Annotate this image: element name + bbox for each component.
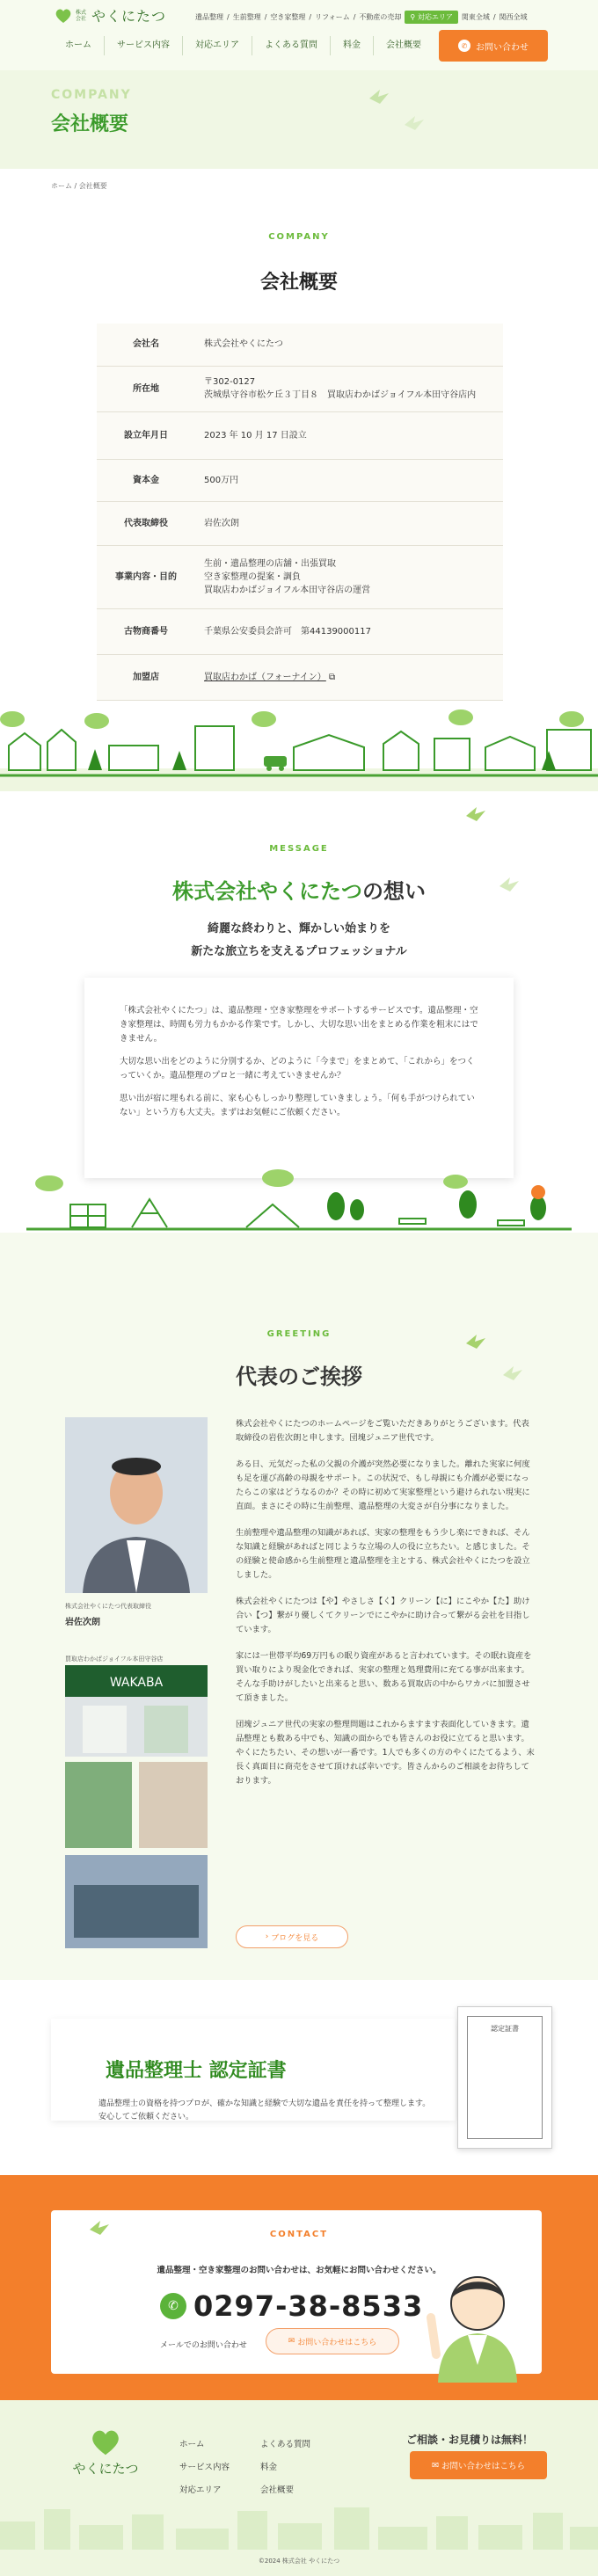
bird-icon — [403, 114, 426, 132]
blog-button[interactable]: › ブログを見る — [236, 1925, 348, 1948]
park-illustration — [0, 1169, 598, 1233]
area-text: 関東全域 — [461, 13, 490, 21]
contact-phone[interactable]: ✆ 0297-38-8533 — [160, 2289, 423, 2323]
top-link[interactable]: 遺品整理 — [195, 13, 223, 21]
representative-photo — [65, 1417, 208, 1593]
footer-link[interactable]: サービス内容 — [179, 2463, 230, 2472]
certificate-desc: 遺品整理士の資格を持つプロが、確かな知識と経験で大切な遺品を責任を持って整理します。安心してご依頼ください。 — [98, 2099, 431, 2121]
table-row: 古物商番号 千葉県公安委員会許可 第44139000117 — [97, 608, 503, 654]
store-photos — [65, 1665, 208, 1948]
site-header — [0, 0, 598, 70]
company-title: 会社概要 — [259, 272, 338, 294]
footer-links-col1 — [179, 2434, 230, 2502]
contact-en: CONTACT — [269, 2230, 329, 2239]
heart-leaf-icon — [90, 2428, 121, 2456]
nav-company[interactable]: 会社概要 — [373, 36, 434, 55]
mail-contact-button[interactable]: ✉ お問い合わせはこちら — [266, 2328, 399, 2354]
table-row: 代表取締役 岩佐次朗 — [97, 501, 503, 545]
top-link[interactable]: リフォーム — [315, 13, 350, 21]
arrow-icon: › — [265, 1932, 272, 1941]
top-links: 遺品整理 / 生前整理 / 空き家整理 / リフォーム / 不動産の売却 ⚲ 対応エリア 関東全域 / 関西全域 — [195, 11, 528, 24]
footer-links-col2 — [260, 2434, 310, 2502]
phone-icon: ✆ — [160, 2293, 186, 2319]
area-text: 関西全域 — [499, 13, 528, 21]
footer-contact-button[interactable]: ✉ お問い合わせはこちら — [410, 2451, 547, 2479]
contact-desc: 遺品整理・空き家整理のお問い合わせは、お気軽にお問い合わせください。 — [157, 2266, 441, 2275]
representative-caption: 株式会社やくにたつ代表取締役 — [65, 1603, 151, 1610]
bird-icon — [464, 1333, 487, 1350]
header-contact-button[interactable]: ✆ お問い合わせ — [439, 30, 548, 62]
store-sign: WAKABA — [109, 1676, 164, 1690]
footer-cta-title: ご相談・お見積りは無料！ — [406, 2434, 534, 2446]
area-badge: ⚲ 対応エリア — [405, 11, 457, 24]
greeting-en: GREETING — [266, 1329, 332, 1339]
message-paragraph: 「株式会社やくにたつ」は、遺品整理・空き家整理をサポートするサービスです。遺品整理・空き家整理は、時間も労力もかかる作業です。しかし、大切な思い出をまとめる作業を粗末にはできません。 — [120, 1006, 478, 1044]
certificate-image: 認定証書 — [457, 2006, 552, 2149]
external-link-icon: ⧉ — [329, 672, 336, 682]
footer-link[interactable]: 料金 — [260, 2463, 278, 2472]
brand-name: やくにたつ — [91, 8, 167, 25]
greeting-paragraph: ある日、元気だった私の父親の介護が突然必要になりました。離れた実家に何度も足を運び高齢の母親をサポート。この状況で、もし母親にも介護が必要になったらこの家はどうなるのか？その時に初めて実家整理という避けられない現実に直面。まさにその時に生前整理、遺品整理の大変さが自分事になりました。 — [236, 1459, 530, 1511]
top-link[interactable]: 生前整理 — [232, 13, 261, 21]
company-en: COMPANY — [268, 232, 330, 242]
page-title: 会社概要 — [51, 113, 129, 135]
bird-icon — [368, 88, 390, 106]
brand-sub: 株式会社 — [76, 9, 87, 22]
bird-icon — [464, 805, 487, 823]
main-nav — [53, 30, 434, 62]
message-en: MESSAGE — [269, 844, 329, 854]
heart-leaf-icon — [55, 8, 72, 24]
table-row: 会社名 株式会社やくにたつ — [97, 324, 503, 366]
company-table — [97, 324, 503, 701]
town-illustration — [0, 700, 598, 791]
nav-services[interactable]: サービス内容 — [104, 36, 182, 55]
pin-icon: ⚲ — [410, 13, 418, 21]
table-row: 事業内容・目的 生前・遺品整理の店舗・出張買取 空き家整理の提案・調負 買取店わかばジョイフル本田守谷店の運営 — [97, 545, 503, 608]
phone-icon: ✆ — [458, 40, 470, 52]
message-title: 株式会社やくにたつの想い — [172, 879, 426, 904]
copyright: ©2024 株式会社 やくにたつ — [258, 2558, 340, 2565]
footer-link[interactable]: よくある質問 — [260, 2440, 311, 2449]
representative-name: 岩佐次朗 — [65, 1618, 100, 1627]
table-row: 設立年月日 2023 年 10 月 17 日設立 — [97, 411, 503, 459]
footer-link[interactable]: 会社概要 — [260, 2485, 295, 2495]
certificate-title: 遺品整理士 認定証書 — [106, 2060, 287, 2082]
table-row: 所在地 〒302-0127 茨城県守谷市松ケ丘３丁目８ 買取店わかばジョイフル本田守谷店内 — [97, 366, 503, 411]
greeting-paragraph: 生前整理や遺品整理の知識があれば、実家の整理をもう少し楽にできれば、そんな知識と経験があればと同じような立場の人の役に立ちたい。と感じました。その経験と使命感から生前整理と遺品整理を主とする、株式会社やくにたつを設立しました。 — [236, 1528, 530, 1580]
nav-faq[interactable]: よくある質問 — [252, 36, 330, 55]
top-link[interactable]: 不動産の売却 — [359, 13, 402, 21]
table-row: 資本金 500万円 — [97, 459, 503, 501]
message-subtitle: 綺麗な終わりと、輝かしい始まりを 新たな旅立ちを支えるプロフェッショナル — [191, 922, 407, 958]
nav-area[interactable]: 対応エリア — [182, 36, 252, 55]
message-paragraph: 思い出が宿に埋もれる前に、家も心もしっかり整理していきましょう。「何も手がつけられていない」という方も大丈夫。まずはお気軽にご依頼ください。 — [120, 1094, 475, 1117]
message-box — [84, 978, 514, 1178]
breadcrumb-current: 会社概要 — [78, 182, 107, 190]
staff-illustration — [422, 2251, 533, 2383]
store-caption: 買取店わかばジョイフル本田守谷店 — [65, 1655, 164, 1663]
footer-logo[interactable]: やくにたつ — [62, 2428, 150, 2478]
member-store-link[interactable]: 買取店わかば（フォーナイン） — [204, 672, 326, 682]
breadcrumb-home[interactable]: ホーム — [51, 182, 72, 190]
nav-price[interactable]: 料金 — [330, 36, 373, 55]
mail-icon: ✉ — [432, 2460, 441, 2470]
table-row: 加盟店 買取店わかば（フォーナイン） ⧉ — [97, 654, 503, 700]
mail-text: メールでのお問い合わせ — [160, 2341, 247, 2350]
site-logo[interactable] — [55, 5, 166, 25]
greeting-paragraph: 株式会社やくにたつのホームページをご覧いただきありがとうございます。代表取締役の岩佐次朗と申します。団塊ジュニア世代です。 — [236, 1419, 529, 1443]
greeting-paragraph: 株式会社やくにたつは【や】やさしさ【く】クリーン【に】にこやか【た】助け合い【つ】繋がり優しくてクリーンでにこやかに助け合って繋がる会社を目指しています。 — [236, 1597, 530, 1634]
footer-link[interactable]: ホーム — [179, 2440, 205, 2449]
greeting-paragraph: 家には一世帯平均69万円もの眠り資産があると言われています。その眠れ資産を買い取りにより現金化できれば、実家の整理と処理費用に充てる事が出来ます。そんな手助けがしたいと出来ると思い、数ある買取店の中からワカバに加盟させて頂きました。 — [236, 1651, 532, 1703]
greeting-text — [236, 1417, 535, 1801]
greeting-paragraph: 団塊ジュニア世代の実家の整理問題はこれからますます表面化していきます。遺品整理とも数ある中でも、知識の面からでも皆さんのお役に立てると思います。やくにたちたい、その想いが一番です。1人でも多くの方のやくにたてるよう、末長く真面目に商売をさせて頂ければ幸いです。皆さんからのご相談をお待ちしております。 — [236, 1720, 535, 1786]
nav-home[interactable]: ホーム — [65, 40, 91, 50]
mail-icon: ✉ — [288, 2337, 298, 2346]
top-link[interactable]: 空き家整理 — [270, 13, 306, 21]
bird-icon — [501, 1364, 524, 1382]
footer-link[interactable]: 対応エリア — [179, 2485, 222, 2495]
message-paragraph: 大切な思い出をどのように分別するか、どのように「今まで」をまとめて、「これから」をつくっていくか。遺品整理のプロと一緒に考えていきませんか？ — [120, 1057, 475, 1081]
bird-icon — [498, 876, 521, 893]
hero-en: COMPANY — [51, 88, 132, 102]
greeting-title: 代表のご挨拶 — [236, 1364, 362, 1389]
breadcrumb: ホーム / 会社概要 — [51, 182, 107, 190]
city-skyline — [0, 2504, 598, 2550]
